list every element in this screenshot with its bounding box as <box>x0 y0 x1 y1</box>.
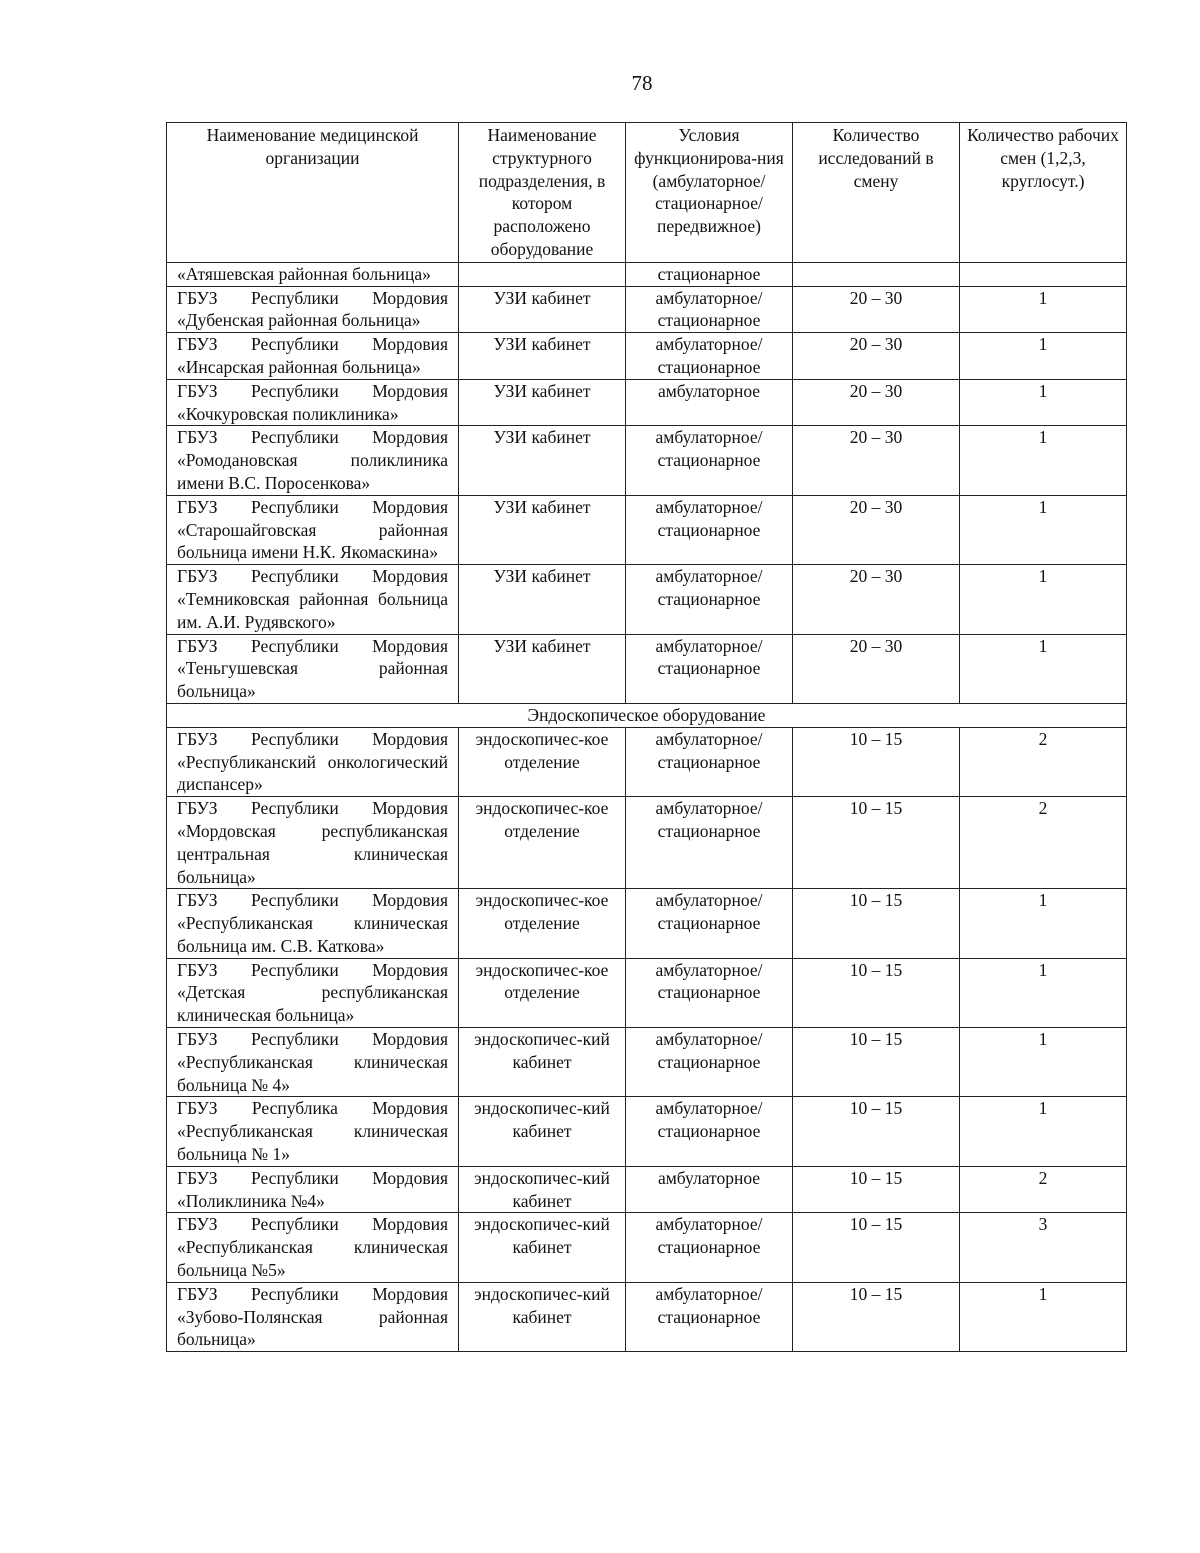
table-row <box>167 495 1127 564</box>
table-row <box>167 797 1127 889</box>
cell-conditions: амбулаторное/ стационарное <box>626 889 793 958</box>
cell-unit: эндоскопичес-кое отделение <box>459 727 626 796</box>
cell-unit: эндоскопичес-кое отделение <box>459 958 626 1027</box>
cell-studies-per-shift: 20 – 30 <box>793 333 960 380</box>
header-studies-per-shift: Количество исследований в смену <box>793 123 960 263</box>
cell-unit: эндоскопичес-кий кабинет <box>459 1166 626 1213</box>
cell-conditions: амбулаторное/ стационарное <box>626 1213 793 1282</box>
cell-shifts: 1 <box>960 1028 1127 1097</box>
cell-conditions: амбулаторное/ стационарное <box>626 286 793 333</box>
cell-studies-per-shift: 20 – 30 <box>793 379 960 426</box>
cell-organization: ГБУЗ Республики Мордовия «Дубенская районная больница» <box>167 286 459 333</box>
cell-shifts: 1 <box>960 1282 1127 1351</box>
cell-conditions: амбулаторное/ стационарное <box>626 565 793 634</box>
table-row <box>167 565 1127 634</box>
cell-conditions: стационарное <box>626 262 793 286</box>
cell-studies-per-shift: 10 – 15 <box>793 1097 960 1166</box>
table-row <box>167 1028 1127 1097</box>
cell-shifts: 1 <box>960 333 1127 380</box>
table-row <box>167 333 1127 380</box>
cell-organization: ГБУЗ Республики Мордовия «Теньгушевская районная больница» <box>167 634 459 703</box>
cell-shifts: 2 <box>960 727 1127 796</box>
cell-unit: эндоскопичес-кий кабинет <box>459 1028 626 1097</box>
cell-organization: «Атяшевская районная больница» <box>167 262 459 286</box>
cell-organization: ГБУЗ Республики Мордовия «Республиканская клиническая больница №5» <box>167 1213 459 1282</box>
cell-conditions: амбулаторное/ стационарное <box>626 495 793 564</box>
equipment-table <box>166 122 1127 1352</box>
table-row <box>167 727 1127 796</box>
cell-studies-per-shift: 20 – 30 <box>793 634 960 703</box>
table-row <box>167 1166 1127 1213</box>
header-conditions: Условия функционирова-ния (амбулаторное/ стационарное/ передвижное) <box>626 123 793 263</box>
table-row <box>167 286 1127 333</box>
cell-shifts: 1 <box>960 495 1127 564</box>
cell-organization: ГБУЗ Республики Мордовия «Кочкуровская поликлиника» <box>167 379 459 426</box>
page-number: 78 <box>631 71 653 95</box>
cell-unit <box>459 262 626 286</box>
cell-shifts: 2 <box>960 797 1127 889</box>
table-row <box>167 889 1127 958</box>
section-row <box>167 703 1127 727</box>
cell-shifts: 2 <box>960 1166 1127 1213</box>
cell-conditions: амбулаторное/ стационарное <box>626 1028 793 1097</box>
cell-conditions: амбулаторное/ стационарное <box>626 1097 793 1166</box>
cell-unit: эндоскопичес-кий кабинет <box>459 1213 626 1282</box>
cell-organization: ГБУЗ Республики Мордовия «Мордовская республиканская центральная клиническая больница» <box>167 797 459 889</box>
cell-shifts: 1 <box>960 889 1127 958</box>
cell-unit: УЗИ кабинет <box>459 286 626 333</box>
cell-studies-per-shift: 10 – 15 <box>793 1028 960 1097</box>
cell-studies-per-shift <box>793 262 960 286</box>
table-row <box>167 1097 1127 1166</box>
cell-unit: эндоскопичес-кий кабинет <box>459 1282 626 1351</box>
table-body <box>167 262 1127 1351</box>
cell-studies-per-shift: 20 – 30 <box>793 565 960 634</box>
cell-unit: УЗИ кабинет <box>459 495 626 564</box>
cell-unit: УЗИ кабинет <box>459 634 626 703</box>
cell-unit: эндоскопичес-кое отделение <box>459 889 626 958</box>
cell-studies-per-shift: 10 – 15 <box>793 1166 960 1213</box>
header-organization: Наименование медицинской организации <box>167 123 459 263</box>
cell-unit: УЗИ кабинет <box>459 565 626 634</box>
cell-conditions: амбулаторное/ стационарное <box>626 634 793 703</box>
cell-organization: ГБУЗ Республики Мордовия «Поликлиника №4» <box>167 1166 459 1213</box>
cell-organization: ГБУЗ Республики Мордовия «Темниковская районная больница им. А.И. Рудявского» <box>167 565 459 634</box>
cell-studies-per-shift: 10 – 15 <box>793 958 960 1027</box>
cell-unit: УЗИ кабинет <box>459 333 626 380</box>
cell-unit: УЗИ кабинет <box>459 379 626 426</box>
table-row <box>167 634 1127 703</box>
cell-shifts <box>960 262 1127 286</box>
cell-organization: ГБУЗ Республики Мордовия «Детская республиканская клиническая больница» <box>167 958 459 1027</box>
cell-conditions: амбулаторное/ стационарное <box>626 958 793 1027</box>
cell-organization: ГБУЗ Республики Мордовия «Республиканский онкологический диспансер» <box>167 727 459 796</box>
cell-shifts: 1 <box>960 634 1127 703</box>
cell-shifts: 1 <box>960 565 1127 634</box>
cell-shifts: 3 <box>960 1213 1127 1282</box>
cell-organization: ГБУЗ Республики Мордовия «Республиканская клиническая больница № 4» <box>167 1028 459 1097</box>
cell-unit: УЗИ кабинет <box>459 426 626 495</box>
cell-organization: ГБУЗ Республика Мордовия «Республиканская клиническая больница № 1» <box>167 1097 459 1166</box>
header-shifts: Количество рабочих смен (1,2,3, круглосут.) <box>960 123 1127 263</box>
cell-conditions: амбулаторное/ стационарное <box>626 333 793 380</box>
cell-conditions: амбулаторное/ стационарное <box>626 797 793 889</box>
header-unit: Наименование структурного подразделения, в котором расположено оборудование <box>459 123 626 263</box>
cell-unit: эндоскопичес-кий кабинет <box>459 1097 626 1166</box>
cell-shifts: 1 <box>960 286 1127 333</box>
cell-conditions: амбулаторное/ стационарное <box>626 727 793 796</box>
cell-organization: ГБУЗ Республики Мордовия «Инсарская районная больница» <box>167 333 459 380</box>
cell-organization: ГБУЗ Республики Мордовия «Старошайговская районная больница имени Н.К. Якомаскина» <box>167 495 459 564</box>
cell-studies-per-shift: 10 – 15 <box>793 1282 960 1351</box>
cell-studies-per-shift: 10 – 15 <box>793 889 960 958</box>
cell-shifts: 1 <box>960 958 1127 1027</box>
cell-shifts: 1 <box>960 426 1127 495</box>
table-row <box>167 379 1127 426</box>
cell-conditions: амбулаторное <box>626 379 793 426</box>
cell-conditions: амбулаторное/ стационарное <box>626 426 793 495</box>
cell-organization: ГБУЗ Республики Мордовия «Зубово-Полянская районная больница» <box>167 1282 459 1351</box>
table-row <box>167 426 1127 495</box>
cell-conditions: амбулаторное/ стационарное <box>626 1282 793 1351</box>
section-title: Эндоскопическое оборудование <box>167 703 1127 727</box>
cell-studies-per-shift: 10 – 15 <box>793 797 960 889</box>
cell-studies-per-shift: 20 – 30 <box>793 286 960 333</box>
table-row <box>167 958 1127 1027</box>
cell-organization: ГБУЗ Республики Мордовия «Ромодановская поликлиника имени В.С. Поросенкова» <box>167 426 459 495</box>
cell-organization: ГБУЗ Республики Мордовия «Республиканская клиническая больница им. С.В. Каткова» <box>167 889 459 958</box>
table-row <box>167 1213 1127 1282</box>
table-row <box>167 1282 1127 1351</box>
cell-unit: эндоскопичес-кое отделение <box>459 797 626 889</box>
cell-studies-per-shift: 20 – 30 <box>793 495 960 564</box>
cell-shifts: 1 <box>960 1097 1127 1166</box>
cell-conditions: амбулаторное <box>626 1166 793 1213</box>
table-row <box>167 262 1127 286</box>
table-header-row <box>167 123 1127 263</box>
cell-studies-per-shift: 10 – 15 <box>793 727 960 796</box>
cell-studies-per-shift: 10 – 15 <box>793 1213 960 1282</box>
cell-shifts: 1 <box>960 379 1127 426</box>
cell-studies-per-shift: 20 – 30 <box>793 426 960 495</box>
